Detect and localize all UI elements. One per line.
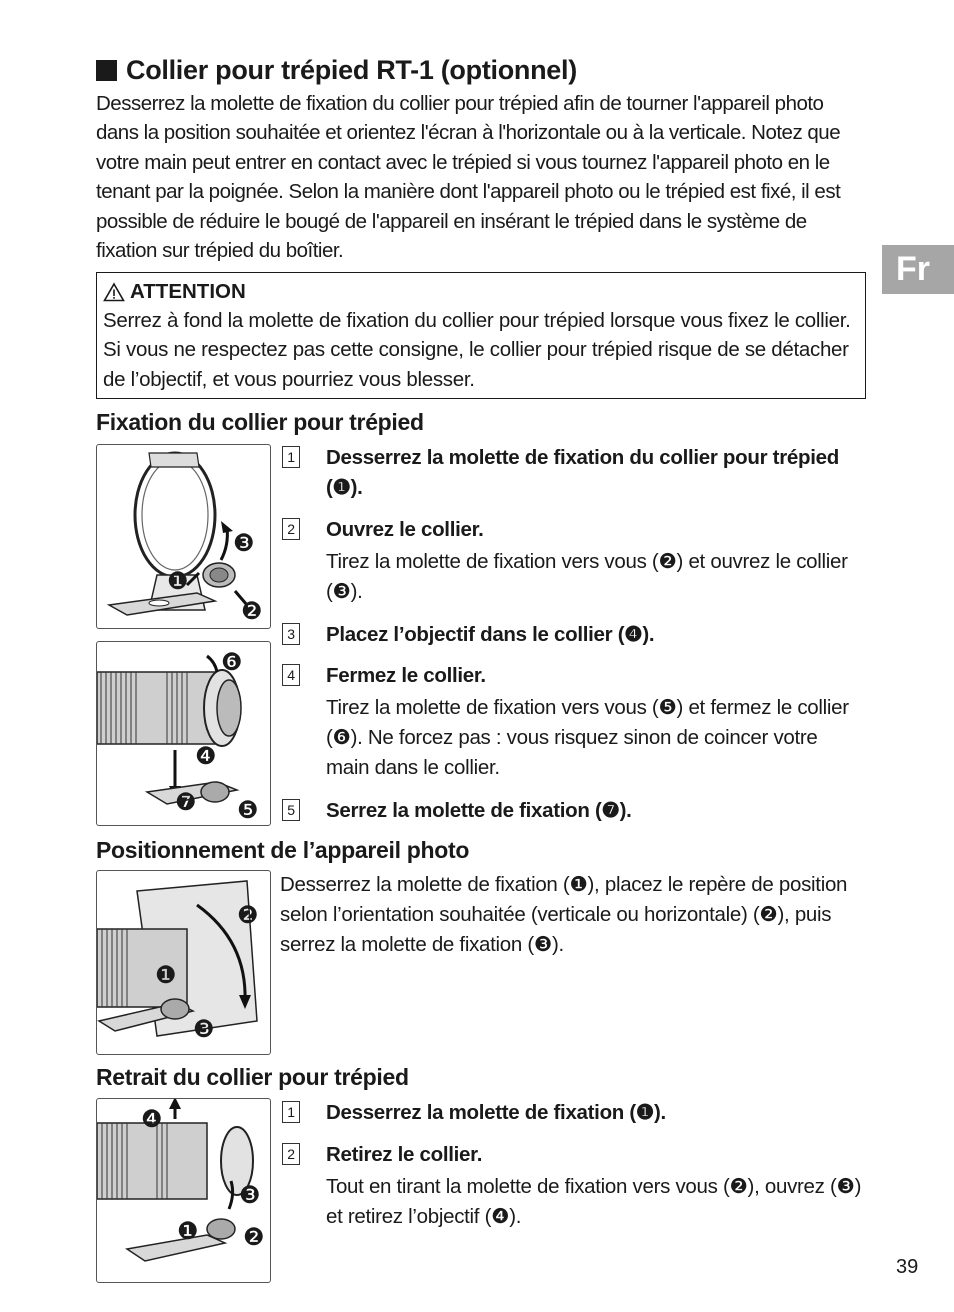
heading-text: Collier pour trépied RT-1 (optionnel) [126, 55, 577, 85]
callout-7: ❼ [175, 789, 197, 816]
callout-2: ❷ [237, 902, 259, 929]
attention-title [103, 278, 865, 306]
callout-3: ❸ [233, 530, 255, 557]
step-number: 1 [282, 1101, 300, 1123]
step-number: 1 [282, 446, 300, 468]
section-title-attach: Fixation du collier pour trépied [96, 409, 424, 435]
position-paragraph: Desserrez la molette de fixation (❶), placez le repère de position selon l’orientation souhaitée (verticale ou horizontale) (❷), puis serrez la molette de fixation (❸). [280, 873, 848, 956]
callout-6: ❻ [221, 649, 243, 676]
step-title: Placez l’objectif dans le collier (❹). [326, 623, 655, 646]
step-number: 2 [282, 1143, 300, 1165]
step-number: 2 [282, 518, 300, 540]
callout-3: ❸ [193, 1016, 215, 1043]
page-number: 39 [896, 1256, 919, 1278]
attention-body: Serrez à fond la molette de fixation du collier pour trépied lorsque vous fixez le collier. Si vous ne respectez pas cette consigne, le collier pour trépied risque de se détacher de l’objectif, et vous pourriez vous blesser. [103, 309, 851, 391]
illustration-collar-open [96, 444, 271, 629]
callout-2: ❷ [243, 1224, 265, 1251]
square-bullet-icon [96, 60, 117, 81]
callout-1: ❶ [167, 568, 189, 595]
step-number: 3 [282, 623, 300, 645]
callout-3: ❸ [239, 1182, 261, 1209]
intro-paragraph: Desserrez la molette de fixation du collier pour trépied afin de tourner l'appareil photo dans la position souhaitée et orientez l'écran à l'horizontale ou à la verticale. Notez que votre main peut entrer en contact avec le trépied si vous tournez l'appareil photo en le tenant par la poignée. Selon la manière dont l'appareil photo ou le trépied est fixé, il est possible de réduire le bougé de l'appareil en insérant le trépied dans le système de fixation sur trépied du boîtier. [96, 92, 841, 263]
section-title-position: Positionnement de l’appareil photo [96, 837, 470, 863]
callout-1: ❶ [155, 962, 177, 989]
illustration-camera-rotation [96, 870, 271, 1055]
page-heading [96, 55, 577, 86]
step-description: Tout en tirant la molette de fixation vers vous (❷), ouvrez (❸) et retirez l’objectif (❹). [326, 1175, 862, 1228]
step-title: Ouvrez le collier. [326, 518, 484, 541]
step-title: Desserrez la molette de fixation (❶). [326, 1101, 666, 1124]
callout-4: ❹ [141, 1106, 163, 1133]
attention-title-text: ATTENTION [130, 280, 246, 303]
callout-2: ❷ [241, 598, 263, 625]
step-title: Serrez la molette de fixation (❼). [326, 799, 632, 822]
callout-5: ❺ [237, 797, 259, 824]
step-number: 5 [282, 799, 300, 821]
illustration-remove-collar [96, 1098, 271, 1283]
callout-4: ❹ [195, 743, 217, 770]
warning-triangle-icon [103, 282, 125, 302]
illustration-lens-in-collar [96, 641, 271, 826]
section-title-remove: Retrait du collier pour trépied [96, 1064, 409, 1090]
step-title: Desserrez la molette de fixation du collier pour trépied (❶). [326, 446, 839, 499]
step-title: Fermez le collier. [326, 664, 486, 687]
step-description: Tirez la molette de fixation vers vous (❺) et fermez le collier (❻). Ne forcez pas : vous risquez sinon de coincer votre main dans le collier. [326, 696, 849, 779]
step-description: Tirez la molette de fixation vers vous (❷) et ouvrez le collier (❸). [326, 550, 848, 603]
language-tab: Fr [882, 245, 954, 294]
step-title: Retirez le collier. [326, 1143, 483, 1166]
step-number: 4 [282, 664, 300, 686]
attention-box [96, 272, 866, 399]
callout-1: ❶ [177, 1218, 199, 1245]
